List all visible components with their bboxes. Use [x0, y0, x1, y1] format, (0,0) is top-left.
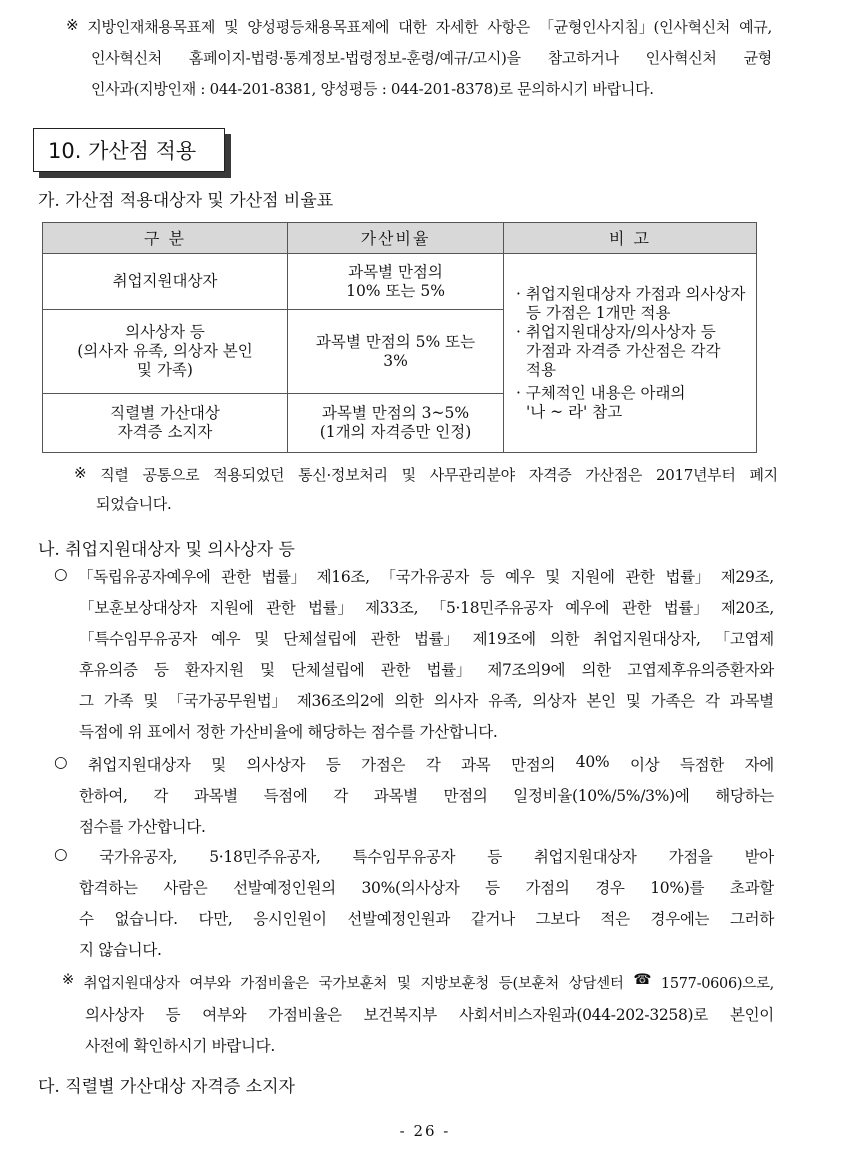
- section-heading: 10. 가산점 적용: [33, 128, 225, 172]
- header-category: 구 분: [43, 223, 288, 254]
- row-category: [43, 254, 288, 310]
- remark-line: · 구체적인 내용은 아래의: [516, 383, 686, 402]
- cell-line: 취업지원대상자: [112, 272, 218, 290]
- table-row: [43, 254, 757, 310]
- cell-line: (의사자 유족, 의상자 본인: [77, 342, 253, 360]
- row-rate: [288, 254, 504, 310]
- remark-line: 등 가점은 1개만 적용: [526, 303, 671, 322]
- top-note-line: ※ 지방인재채용목표제 및 양성평등채용목표제에 대한 자세한 사항은 「균형인사지침」(인사혁신처 예규,: [66, 16, 772, 36]
- remark-line: '나 ~ 라' 참고: [526, 402, 623, 421]
- subheading-b: 나. 취업지원대상자 및 의사상자 등: [38, 540, 295, 560]
- subheading-c: 다. 직렬별 가산대상 자격증 소지자: [38, 1077, 295, 1097]
- para2-line: 한하여, 각 과목별 득점에 각 과목별 만점의 일정비율(10%/5%/3%)에 해당하는: [79, 787, 774, 805]
- para2-line: ○ 취업지원대상자 및 의사상자 등 가점은 각 과목 만점의 40% 이상 득점한 자에: [54, 753, 774, 774]
- cell-line: (1개의 자격증만 인정): [319, 423, 472, 441]
- para1-line: 그 가족 및 「국가공무원법」 제36조의2에 의한 의사자 유족, 의상자 본인 및 가족은 각 과목별: [79, 692, 774, 710]
- row-rate: [288, 310, 504, 394]
- table-note-line: 되었습니다.: [96, 495, 172, 513]
- header-remarks: 비 고: [504, 223, 757, 254]
- para1-line: 「특수임무유공자 예우 및 단체설립에 관한 법률」 제19조에 의한 취업지원대상자, 「고엽제: [79, 630, 774, 648]
- row-category: [43, 310, 288, 394]
- cell-line: 과목별 만점의 3~5%: [321, 404, 470, 422]
- cell-line: 및 가족): [137, 361, 193, 379]
- cell-line: 자격증 소지자: [117, 423, 213, 441]
- page-number: - 26 -: [399, 1122, 451, 1140]
- cell-line: 과목별 만점의 5% 또는: [315, 332, 476, 351]
- para1-line: ○ 「독립유공자예우에 관한 법률」 제16조, 「국가유공자 등 예우 및 지원에 관한 법률」 제29조,: [54, 565, 774, 586]
- cell-line: 과목별 만점의: [348, 262, 443, 281]
- remark-line: · 취업지원대상자/의사상자 등: [516, 322, 716, 341]
- bottom-note-line: 사전에 확인하시기 바랍니다.: [85, 1037, 275, 1055]
- remark-line: 적용: [526, 360, 556, 379]
- remark-item: [516, 384, 752, 422]
- row-rate: [288, 394, 504, 453]
- cell-line: 의사상자 등: [125, 323, 205, 341]
- remark-item: [516, 323, 752, 380]
- top-note-line: 인사과(지방인재 : 044-201-8381, 양성평등 : 044-201-8378)로 문의하시기 바랍니다.: [91, 80, 654, 98]
- cell-line: 3%: [383, 351, 408, 370]
- remarks-cell: [504, 254, 757, 453]
- top-note-line: 인사혁신처 홈페이지-법령·통계정보-법령정보-훈령/예규/고시)을 참고하거나 인사혁신처 균형: [91, 49, 772, 67]
- para3-line: 합격하는 사람은 선발예정인원의 30%(의사상자 등 가점의 경우 10%)를 초과할: [79, 879, 774, 897]
- bottom-note-line: 의사상자 등 여부와 가점비율은 보건복지부 사회서비스자원과(044-202-3258)로 본인이: [85, 1006, 774, 1024]
- para3-line: ○ 국가유공자, 5·18민주유공자, 특수임무유공자 등 취업지원대상자 가점을 받아: [54, 845, 774, 866]
- table-header-row: [43, 223, 757, 254]
- remark-item: [516, 285, 752, 323]
- subheading-a: 가. 가산점 적용대상자 및 가산점 비율표: [38, 191, 334, 211]
- remark-line: · 취업지원대상자 가점과 의사상자: [516, 284, 746, 303]
- bonus-rate-table: [42, 222, 757, 453]
- para3-line: 수 없습니다. 다만, 응시인원이 선발예정인원과 같거나 그보다 적은 경우에는 그러하: [79, 910, 774, 928]
- header-rate: 가산비율: [288, 223, 504, 254]
- para1-line: 「보훈보상대상자 지원에 관한 법률」 제33조, 「5·18민주유공자 예우에 관한 법률」 제20조,: [79, 599, 774, 617]
- bottom-note-line: ※ 취업지원대상자 여부와 가점비율은 국가보훈처 및 지방보훈청 등(보훈처 상담센터 ☎ 1577-0606)으로,: [62, 972, 774, 992]
- para2-line: 점수를 가산합니다.: [79, 818, 206, 836]
- table-note-line: ※ 직렬 공통으로 적용되었던 통신·정보처리 및 사무관리분야 자격증 가산점은 2017년부터 폐지: [74, 464, 778, 484]
- cell-line: 10% 또는 5%: [346, 281, 445, 300]
- row-category: [43, 394, 288, 453]
- para1-line: 후유의증 등 환자지원 및 단체설립에 관한 법률」 제7조의9에 의한 고엽제후유의증환자와: [79, 661, 774, 679]
- para1-line: 득점에 위 표에서 정한 가산비율에 해당하는 점수를 가산합니다.: [79, 723, 498, 741]
- para3-line: 지 않습니다.: [79, 941, 162, 959]
- remark-line: 가점과 자격증 가산점은 각각: [526, 341, 721, 360]
- cell-line: 직렬별 가산대상: [110, 404, 220, 422]
